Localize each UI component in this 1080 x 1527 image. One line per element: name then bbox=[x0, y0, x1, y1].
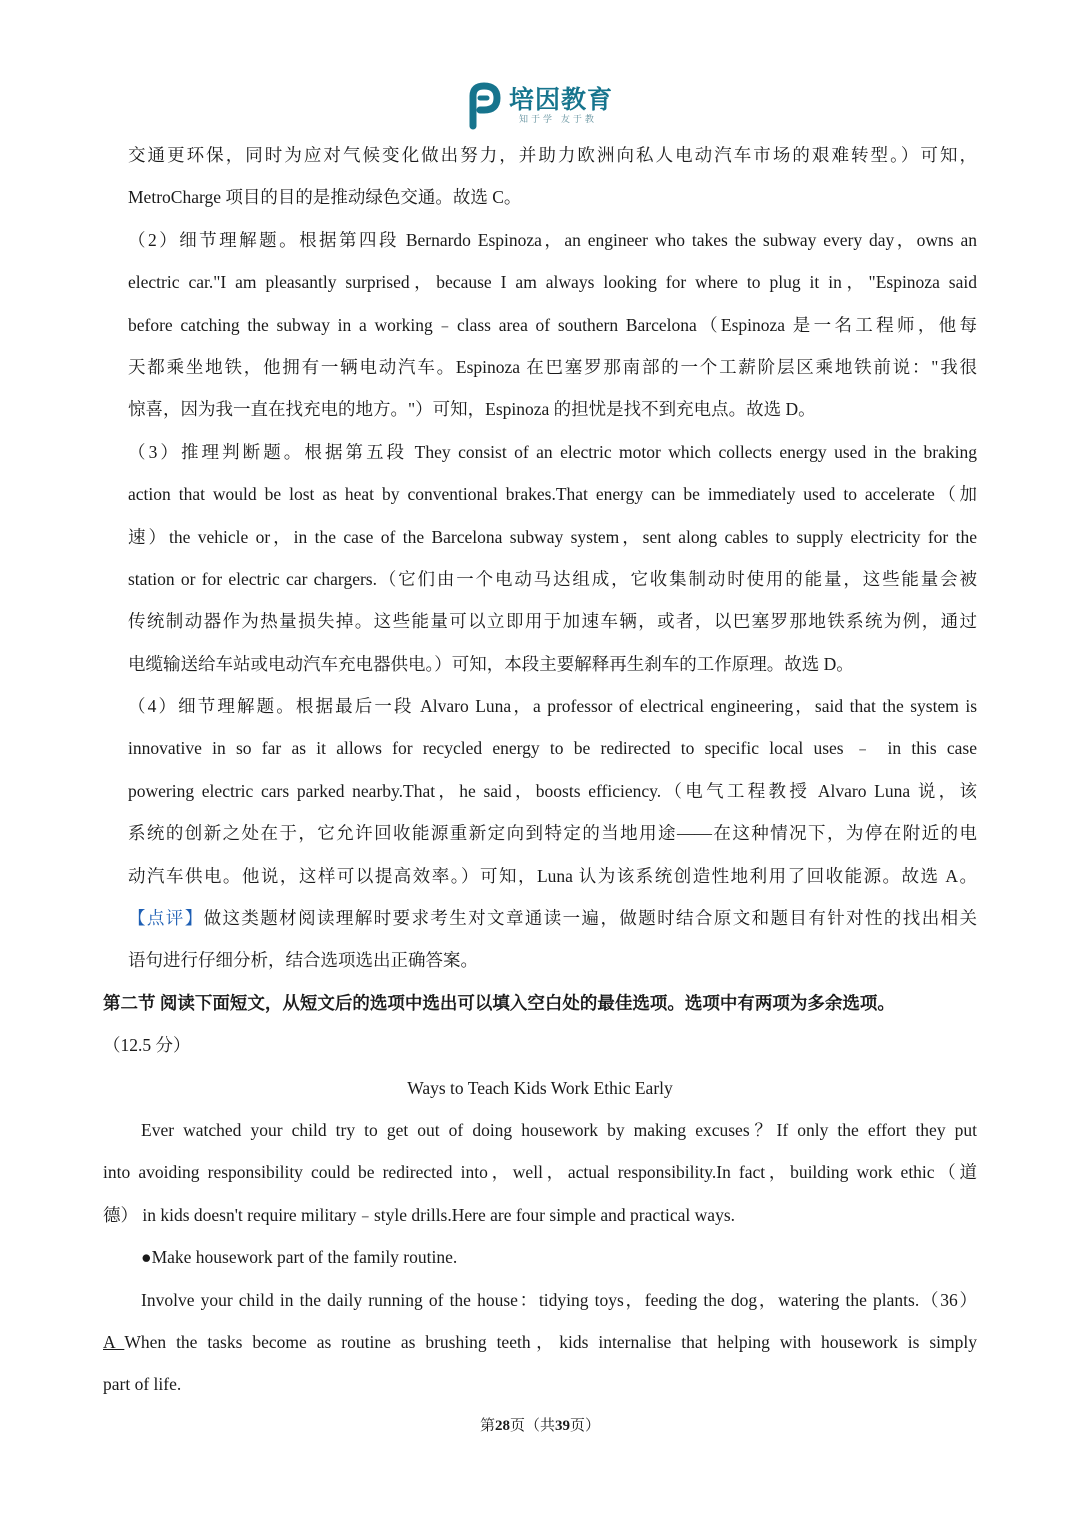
comment-label: 【点评】 bbox=[128, 908, 204, 929]
comment-line-2: 语句进行仔细分析，结合选项选出正确答案。 bbox=[128, 950, 478, 971]
passage-line-rest: When the tasks become as routine as brushing teeth，kids internalise that helping with housework is simply bbox=[124, 1331, 977, 1352]
section-score: （12.5 分） bbox=[103, 1035, 191, 1056]
answer-blank: A bbox=[103, 1331, 125, 1352]
text-line: innovative in so far as it allows for recycled energy to be redirected to specific local uses ﹣ in this case bbox=[128, 738, 977, 759]
footer-prefix: 第 bbox=[479, 1418, 495, 1434]
text-line: electric car."I am pleasantly surprised，because I am always looking for where to plug it in，"Espinoza said bbox=[128, 272, 977, 293]
footer-suffix: 页） bbox=[570, 1418, 601, 1434]
text-line: MetroCharge 项目的目的是推动绿色交通。故选 C。 bbox=[128, 187, 522, 208]
page-footer bbox=[0, 1416, 1080, 1436]
text-line: action that would be lost as heat by conventional brakes.That energy can be immediately used to accelerate（加 bbox=[128, 484, 977, 505]
brand-logo-icon bbox=[467, 82, 501, 130]
brand-name: 培因教育 bbox=[508, 85, 613, 114]
text-line: 惊喜，因为我一直在找充电的地方。"）可知，Espinoza 的担忧是找不到充电点。故选 D。 bbox=[128, 399, 816, 420]
text-line: （2）细节理解题。根据第四段 Bernardo Espinoza，an engineer who takes the subway every day，owns an bbox=[128, 229, 977, 250]
text-line: （3）推理判断题。根据第五段 They consist of an electric motor which collects energy used in the braking bbox=[128, 441, 977, 462]
text-line: powering electric cars parked nearby.That，he said，boosts efficiency.（电气工程教授 Alvaro Luna 说，该 bbox=[128, 780, 977, 801]
document-body bbox=[103, 134, 977, 1406]
text-line: 速）the vehicle or，in the case of the Barcelona subway system，sent along cables to supply electricity for the bbox=[128, 526, 977, 547]
text-line: 交通更环保，同时为应对气候变化做出努力，并助力欧洲向私人电动汽车市场的艰难转型。）可知， bbox=[128, 145, 977, 165]
passage-line: Involve your child in the daily running of the house：tidying toys，feeding the dog，watering the plants.（36） bbox=[141, 1289, 977, 1310]
brand-slogan: 知于学 友于教 bbox=[518, 115, 597, 125]
text-line: 电缆输送给车站或电动汽车充电器供电。）可知，本段主要解释再生刹车的工作原理。故选 D。 bbox=[128, 653, 854, 674]
comment-text: 做这类题材阅读理解时要求考生对文章通读一遍，做题时结合原文和题目有针对性的找出相关 bbox=[203, 908, 977, 929]
passage-line: 德） in kids doesn't require military﹣style drills.Here are four simple and practical ways. bbox=[103, 1204, 736, 1225]
bullet-heading: ●Make housework part of the family routine. bbox=[141, 1247, 458, 1268]
text-line: before catching the subway in a working﹣class area of southern Barcelona（Espinoza 是一名工程师，他每 bbox=[128, 314, 977, 335]
comment-line bbox=[103, 897, 977, 939]
text-line: 动汽车供电。他说，这样可以提高效率。）可知，Luna 认为该系统创造性地利用了回收能源。故选 A。 bbox=[128, 865, 977, 886]
page-header bbox=[0, 78, 1080, 134]
footer-total-pages: 39 bbox=[555, 1418, 570, 1434]
passage-line: Ever watched your child try to get out of doing housework by making excuses？If only the effort they put bbox=[141, 1119, 977, 1140]
passage-line bbox=[103, 1321, 977, 1363]
text-line: 天都乘坐地铁，他拥有一辆电动汽车。Espinoza 在巴塞罗那南部的一个工薪阶层区乘地铁前说："我很 bbox=[128, 356, 977, 377]
text-line: 系统的创新之处在于，它允许回收能源重新定向到特定的当地用途——在这种情况下，为停在附近的电 bbox=[128, 823, 977, 844]
brand-logo bbox=[467, 82, 613, 130]
section-heading: 第二节 阅读下面短文，从短文后的选项中选出可以填入空白处的最佳选项。选项中有两项为多余选项。 bbox=[103, 992, 895, 1013]
text-line: station or for electric car chargers.（它们由一个电动马达组成，它收集制动时使用的能量，这些能量会被 bbox=[128, 568, 977, 589]
footer-page-number: 28 bbox=[494, 1418, 510, 1434]
passage-line: part of life. bbox=[103, 1374, 182, 1395]
text-line: 传统制动器作为热量损失掉。这些能量可以立即用于加速车辆，或者，以巴塞罗那地铁系统为例，通过 bbox=[128, 611, 977, 632]
passage-title: Ways to Teach Kids Work Ethic Early bbox=[407, 1077, 673, 1098]
text-line: （4）细节理解题。根据最后一段 Alvaro Luna，a professor of electrical engineering，said that the system is bbox=[128, 696, 977, 717]
passage-line: into avoiding responsibility could be redirected into，well，actual responsibility.In fact，building work ethic（道 bbox=[103, 1162, 977, 1183]
footer-mid: 页（共 bbox=[509, 1418, 555, 1434]
